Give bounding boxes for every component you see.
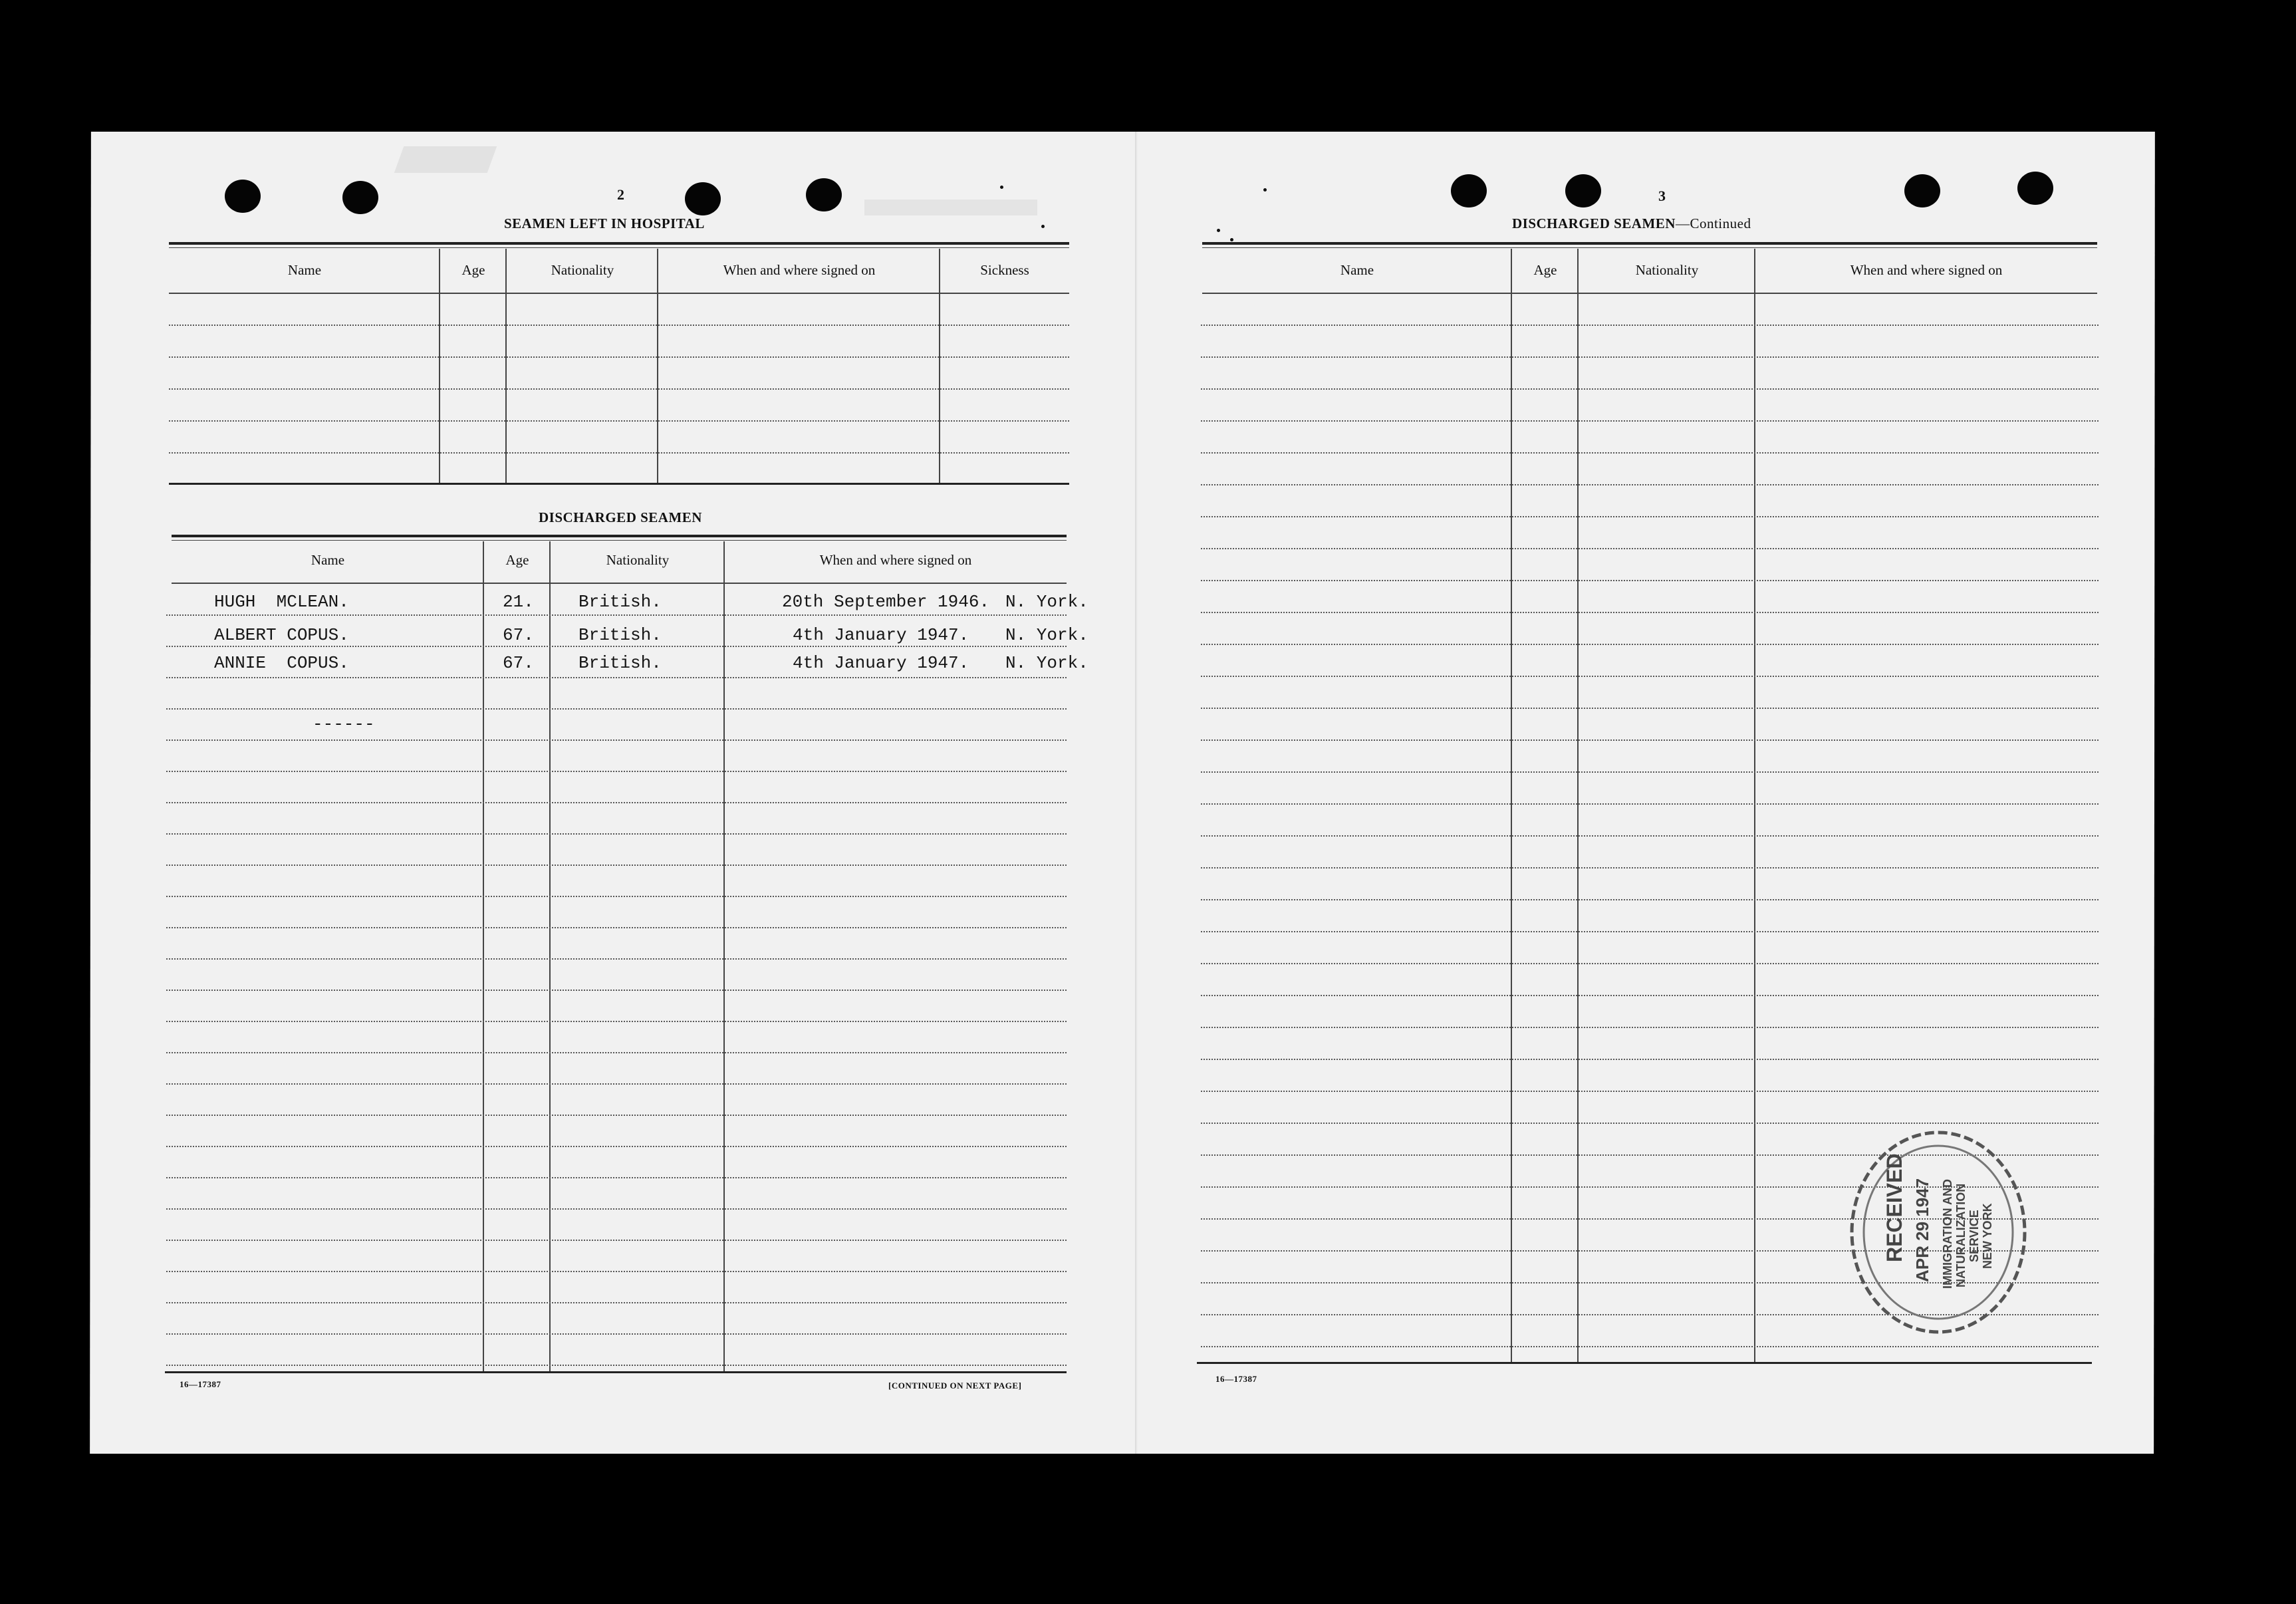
discharged-age: 21. — [503, 592, 534, 612]
ledger-row-line — [1201, 963, 2099, 964]
ledger-row-line — [166, 1146, 1067, 1147]
discharged-signed-on: 4th January 1947. — [793, 653, 969, 673]
right-col-divider — [1577, 249, 1579, 1363]
received-stamp — [1842, 1123, 2035, 1342]
hospital-top-rule — [169, 242, 1069, 245]
ledger-row-line — [166, 802, 1067, 803]
ledger-row-line — [1201, 612, 2099, 613]
end-of-list-mark: ------ — [313, 714, 375, 734]
ledger-row-line — [1201, 931, 2099, 932]
right-col-divider — [1511, 249, 1512, 1363]
ledger-row-line — [1201, 1027, 2099, 1028]
punch-hole — [225, 180, 261, 213]
right-top-rule — [1202, 242, 2097, 245]
hospital-col-divider — [657, 249, 658, 484]
discharged-col-name: Name — [311, 552, 345, 568]
right-subheader-rule — [1202, 293, 2097, 294]
ledger-row-line — [1201, 708, 2099, 709]
hospital-row-line — [169, 452, 1069, 454]
page-number-right: 3 — [1658, 188, 1666, 204]
stamp-line: NEW YORK — [1981, 1203, 1994, 1269]
ledger-row-line — [166, 990, 1067, 991]
right-section-title-main: DISCHARGED SEAMEN — [1512, 215, 1676, 231]
ledger-row-line — [1201, 388, 2099, 390]
discharged-place: N. York. — [1005, 592, 1088, 612]
discharged-section-title: DISCHARGED SEAMEN — [539, 509, 702, 525]
stamp-line: NATURALIZATION — [1954, 1183, 1968, 1287]
ledger-row-line — [166, 614, 1067, 616]
ledger-row-line — [166, 771, 1067, 772]
stamp-line: IMMIGRATION AND — [1941, 1179, 1954, 1289]
discharged-place: N. York. — [1005, 653, 1088, 673]
discharged-nationality: British. — [578, 592, 662, 612]
ledger-row-line — [166, 739, 1067, 741]
hospital-section-title: SEAMEN LEFT IN HOSPITAL — [504, 215, 705, 231]
right-col-signed-on: When and where signed on — [1850, 262, 2003, 278]
center-fold — [1135, 132, 1138, 1454]
discharged-bottom-rule — [165, 1371, 1067, 1373]
discharged-name: ALBERT COPUS. — [214, 625, 349, 645]
right-col-name: Name — [1340, 262, 1374, 278]
stamp-word: RECEIVED — [1882, 1153, 1906, 1262]
right-col-divider — [1754, 249, 1755, 1363]
discharged-col-divider — [549, 541, 551, 1373]
speck — [1000, 186, 1003, 189]
ledger-row-line — [166, 1021, 1067, 1022]
discharged-header-rule — [172, 540, 1067, 541]
ledger-row-line — [166, 708, 1067, 710]
hospital-col-divider — [505, 249, 507, 484]
stamp-date: APR 29 1947 — [1912, 1178, 1932, 1282]
right-section-title — [1512, 215, 1751, 232]
punch-hole — [1565, 174, 1601, 207]
punch-hole — [685, 182, 721, 215]
right-header-rule — [1202, 247, 2097, 248]
ledger-row-line — [1201, 580, 2099, 581]
hospital-col-signed-on: When and where signed on — [723, 262, 876, 278]
ledger-row-line — [166, 1365, 1067, 1366]
hospital-subheader-rule — [169, 293, 1069, 294]
hospital-col-name: Name — [287, 262, 322, 278]
show-through-mark — [394, 146, 497, 173]
discharged-col-divider — [483, 541, 484, 1373]
discharged-col-nationality: Nationality — [606, 552, 670, 568]
ledger-row-line — [166, 1115, 1067, 1116]
discharged-name: ANNIE COPUS. — [214, 653, 349, 673]
hospital-col-age: Age — [461, 262, 485, 278]
hospital-bottom-rule — [169, 483, 1069, 485]
discharged-nationality: British. — [578, 625, 662, 645]
discharged-age: 67. — [503, 625, 534, 645]
ledger-row-line — [166, 896, 1067, 897]
ledger-row-line — [1201, 484, 2099, 485]
punch-hole — [1904, 174, 1940, 207]
hospital-col-nationality: Nationality — [551, 262, 614, 278]
discharged-subheader-rule — [172, 583, 1067, 584]
punch-hole — [806, 178, 842, 211]
continued-note: [CONTINUED ON NEXT PAGE] — [888, 1381, 1022, 1391]
discharged-name: HUGH MCLEAN. — [214, 592, 349, 612]
hospital-col-sickness: Sickness — [980, 262, 1029, 278]
ledger-row-line — [1201, 1091, 2099, 1092]
speck — [1230, 238, 1233, 241]
stamp-line: SERVICE — [1968, 1210, 1981, 1262]
discharged-place: N. York. — [1005, 625, 1088, 645]
ledger-row-line — [1201, 325, 2099, 326]
punch-hole — [1451, 174, 1487, 207]
ledger-row-line — [166, 677, 1067, 678]
ledger-row-line — [1201, 1346, 2099, 1347]
hospital-header-rule — [169, 247, 1069, 248]
ledger-row-line — [1201, 803, 2099, 805]
ledger-row-line — [1201, 899, 2099, 900]
ledger-row-line — [1201, 771, 2099, 773]
discharged-age: 67. — [503, 653, 534, 673]
speck — [1041, 225, 1045, 228]
ledger-row-line — [1201, 676, 2099, 677]
ledger-row-line — [1201, 739, 2099, 741]
ledger-row-line — [166, 1052, 1067, 1053]
ledger-row-line — [1201, 420, 2099, 422]
discharged-top-rule — [172, 535, 1067, 537]
ledger-row-line — [166, 865, 1067, 866]
page-number-left: 2 — [617, 186, 624, 203]
speck — [1217, 229, 1220, 232]
right-bottom-rule — [1197, 1362, 2092, 1364]
discharged-col-age: Age — [505, 552, 529, 568]
left-form-number: 16—17387 — [180, 1379, 221, 1389]
discharged-signed-on: 4th January 1947. — [793, 625, 969, 645]
ledger-row-line — [166, 1302, 1067, 1303]
ledger-row-line — [1201, 835, 2099, 837]
ledger-row-line — [1201, 516, 2099, 517]
ledger-row-line — [1201, 452, 2099, 454]
ledger-row-line — [166, 1240, 1067, 1241]
ledger-row-line — [166, 1177, 1067, 1178]
right-section-title-suffix: —Continued — [1675, 215, 1751, 231]
ledger-row-line — [166, 927, 1067, 928]
ledger-row-line — [166, 1208, 1067, 1210]
discharged-col-signed-on: When and where signed on — [819, 552, 972, 568]
discharged-signed-on: 20th September 1946. — [782, 592, 990, 612]
hospital-row-line — [169, 325, 1069, 326]
hospital-row-line — [169, 356, 1069, 358]
discharged-nationality: British. — [578, 653, 662, 673]
ledger-row-line — [166, 1271, 1067, 1272]
punch-hole — [2017, 172, 2053, 205]
ledger-row-line — [166, 1333, 1067, 1335]
ledger-row-line — [1201, 356, 2099, 358]
hospital-col-divider — [439, 249, 440, 484]
ledger-row-line — [166, 1083, 1067, 1085]
ledger-row-line — [166, 958, 1067, 960]
show-through-mark — [864, 200, 1037, 215]
ledger-row-line — [1201, 867, 2099, 869]
right-form-number: 16—17387 — [1215, 1374, 1257, 1384]
speck — [1263, 188, 1267, 192]
right-col-nationality: Nationality — [1635, 262, 1699, 278]
ledger-row-line — [1201, 1059, 2099, 1060]
hospital-row-line — [169, 388, 1069, 390]
ledger-row-line — [1201, 548, 2099, 549]
ledger-row-line — [1201, 644, 2099, 645]
discharged-col-divider — [723, 541, 725, 1373]
ledger-row-line — [166, 833, 1067, 835]
right-col-age: Age — [1533, 262, 1557, 278]
hospital-row-line — [169, 420, 1069, 422]
ledger-row-line — [166, 646, 1067, 647]
punch-hole — [342, 181, 378, 214]
hospital-col-divider — [939, 249, 940, 484]
ledger-row-line — [1201, 995, 2099, 996]
